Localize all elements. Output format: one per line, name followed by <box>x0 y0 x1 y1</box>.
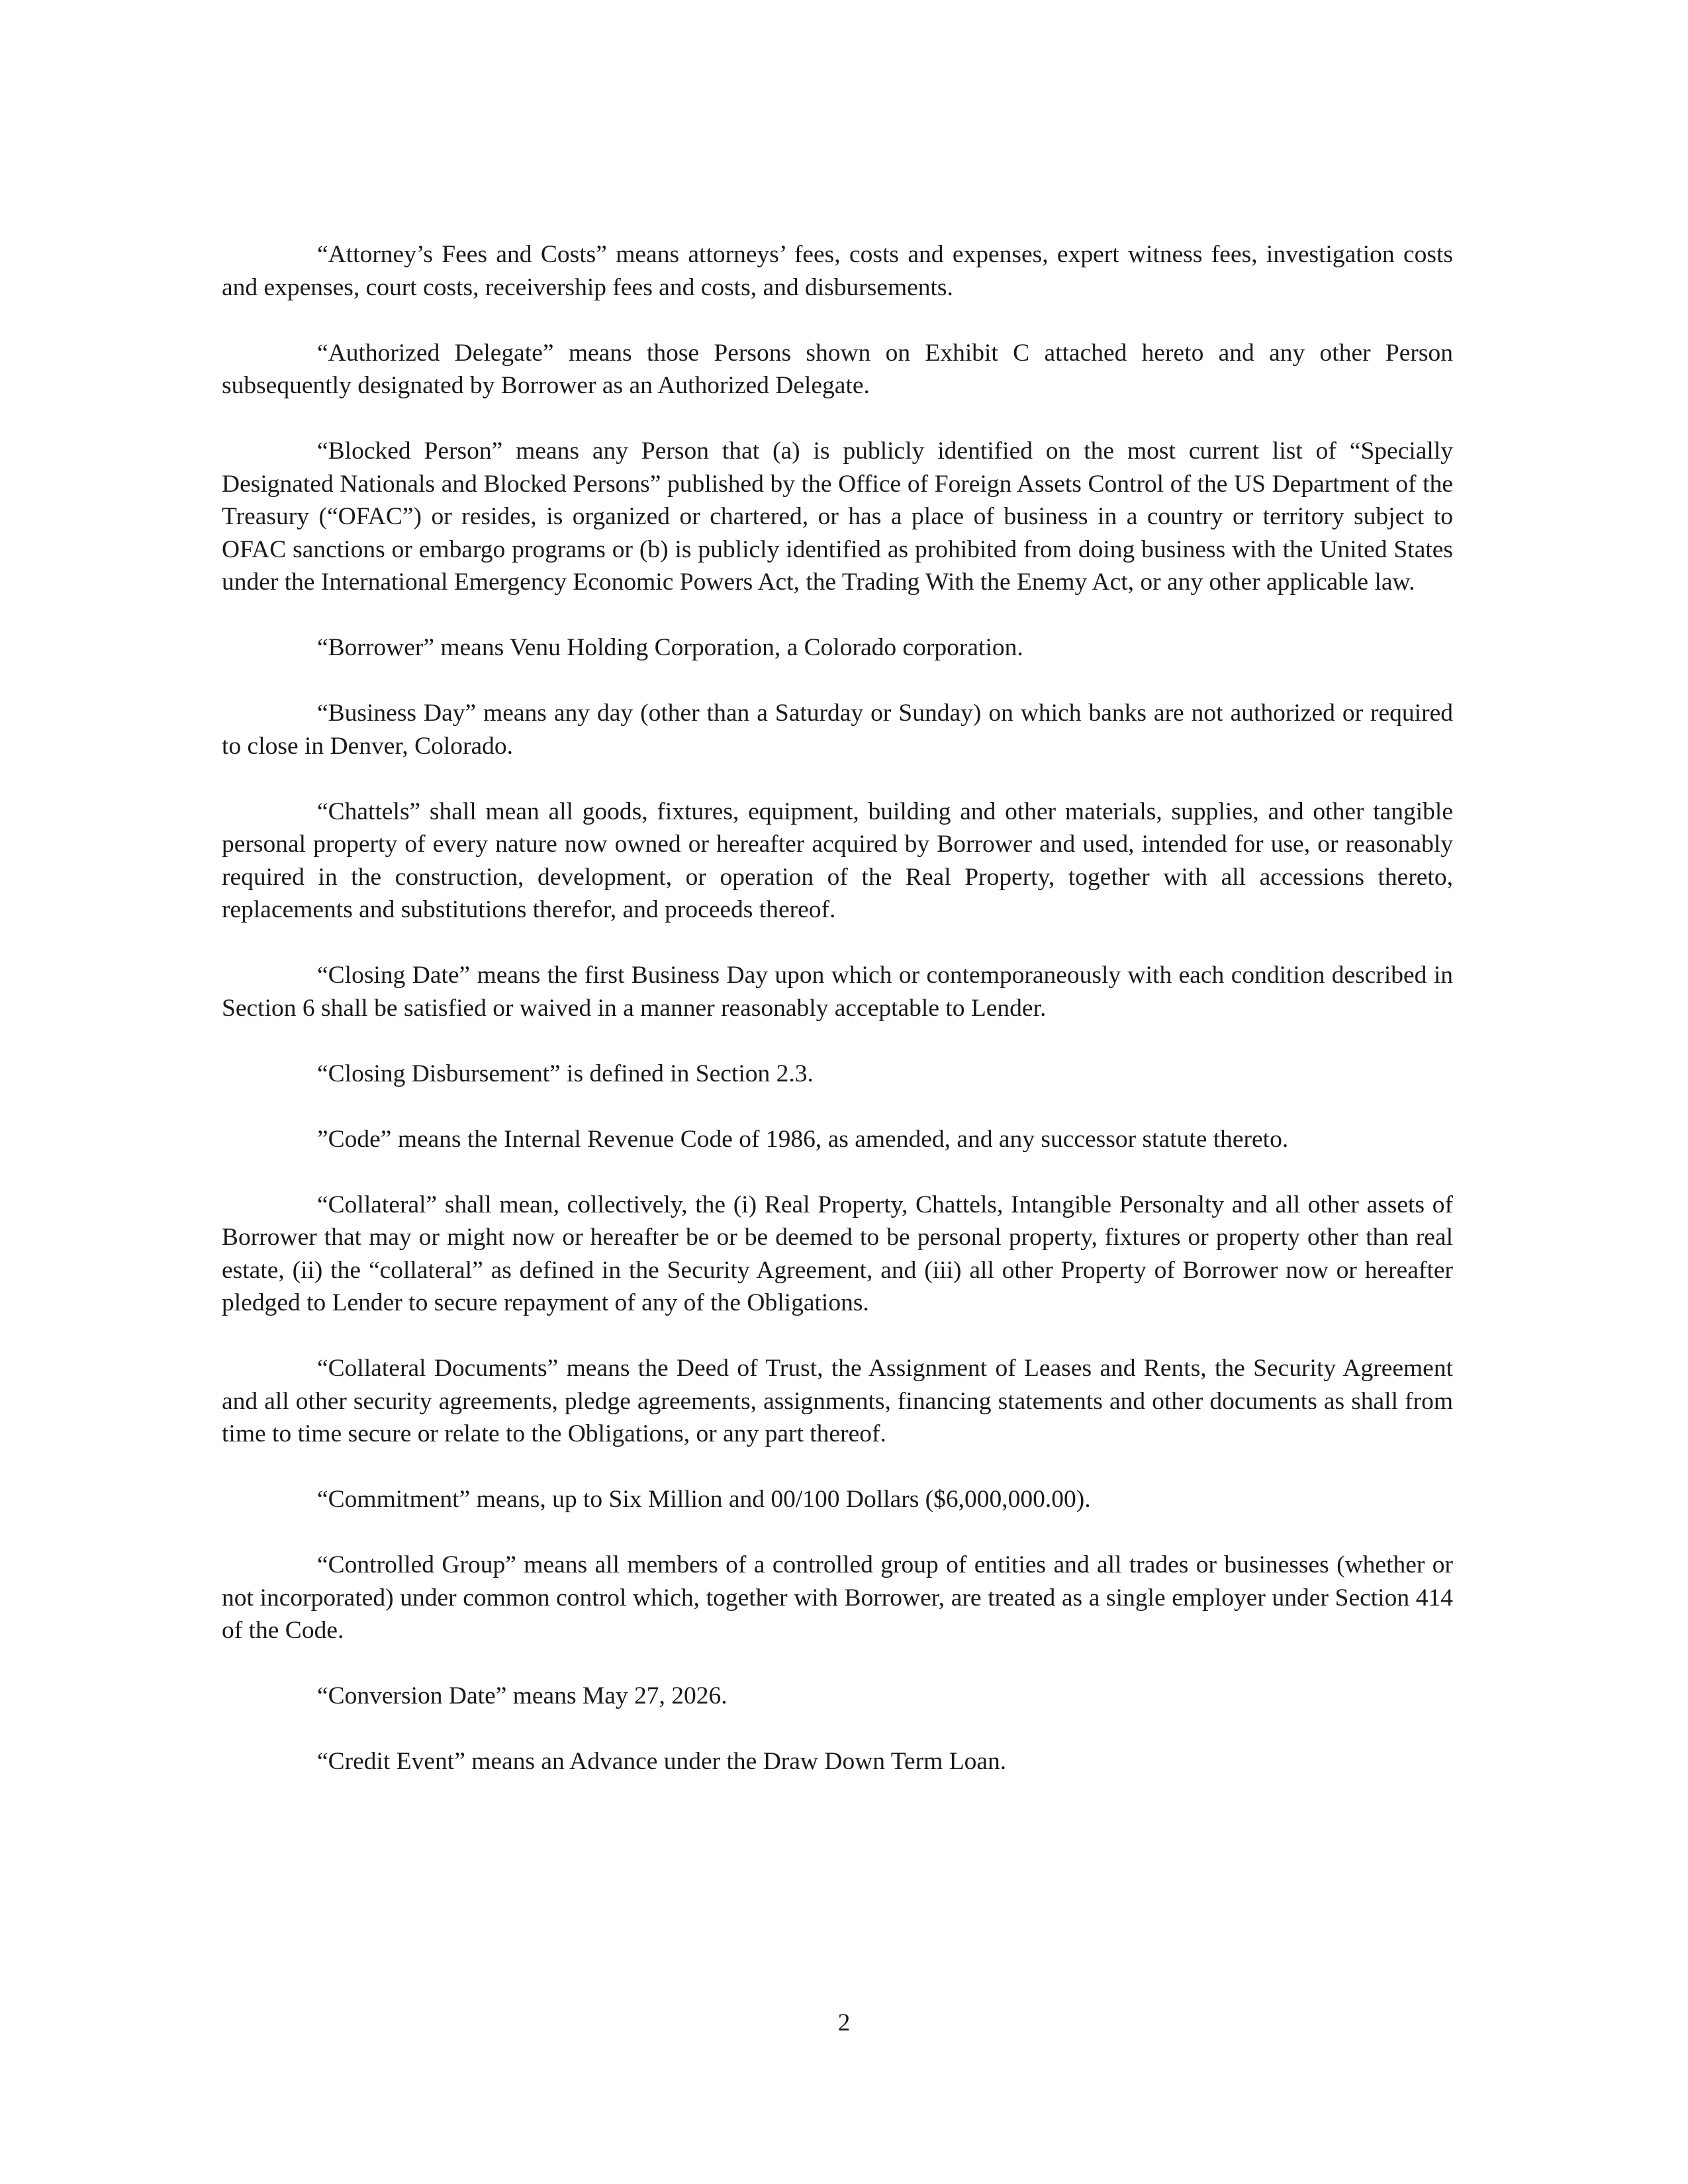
definition-blocked-person: “Blocked Person” means any Person that (a) is publicly identified on the most current list of “Specially Designated Nationals and Blocked Persons” published by the Office of Foreign Assets Control of the US Department of the Treasury (“OFAC”) or resides, is organized or chartered, or has a place of business in a country or territory subject to OFAC sanctions or embargo programs or (b) is publicly identified as prohibited from doing business with the United States under the International Emergency Economic Powers Act, the Trading With the Enemy Act, or any other applicable law. <box>222 437 1453 596</box>
definition-chattels: “Chattels” shall mean all goods, fixtures, equipment, building and other materials, supplies, and other tangible personal property of every nature now owned or hereafter acquired by Borrower and used, intended for use, or reasonably required in the construction, development, or operation of the Real Property, together with all accessions thereto, replacements and substitutions therefor, and proceeds thereof. <box>222 797 1453 923</box>
definition-closing-date: “Closing Date” means the first Business Day upon which or contemporaneously with each condition described in Section 6 shall be satisfied or waived in a manner reasonably acceptable to Lender. <box>222 962 1453 1022</box>
definition-collateral: “Collateral” shall mean, collectively, the (i) Real Property, Chattels, Intangible Personalty and all other assets of Borrower that may or might now or hereafter be or be deemed to be personal property, fixtures or property other than real estate, (ii) the “collateral” as defined in the Security Agreement, and (iii) all other Property of Borrower now or hereafter pledged to Lender to secure repayment of any of the Obligations. <box>222 1191 1453 1316</box>
definition-code: ”Code” means the Internal Revenue Code of 1986, as amended, and any successor statute thereto. <box>317 1125 1289 1153</box>
definition-business-day: “Business Day” means any day (other than a Saturday or Sunday) on which banks are not authorized or required to close in Denver, Colorado. <box>222 700 1453 760</box>
definition-authorized-delegate: “Authorized Delegate” means those Persons shown on Exhibit C attached hereto and any other Person subsequently designated by Borrower as an Authorized Delegate. <box>222 339 1453 399</box>
definition-borrower: “Borrower” means Venu Holding Corporation, a Colorado corporation. <box>317 634 1023 661</box>
definition-collateral-documents: “Collateral Documents” means the Deed of Trust, the Assignment of Leases and Rents, the Security Agreement and all other security agreements, pledge agreements, assignments, financing statements and other documents as shall from time to time secure or relate to the Obligations, or any part thereof. <box>222 1355 1453 1447</box>
definition-attorneys-fees-and-costs: “Attorney’s Fees and Costs” means attorneys’ fees, costs and expenses, expert witness fees, investigation costs and expenses, court costs, receivership fees and costs, and disbursements. <box>222 241 1453 301</box>
definition-controlled-group: “Controlled Group” means all members of a controlled group of entities and all trades or businesses (whether or not incorporated) under common control which, together with Borrower, are treated as a single employer under Section 414 of the Code. <box>222 1551 1453 1644</box>
definition-closing-disbursement: “Closing Disbursement” is defined in Section 2.3. <box>317 1060 814 1087</box>
definition-credit-event: “Credit Event” means an Advance under the Draw Down Term Loan. <box>317 1748 1007 1775</box>
definitions-body <box>222 238 1453 1778</box>
definition-commitment: “Commitment” means, up to Six Million and 00/100 Dollars ($6,000,000.00). <box>317 1486 1091 1513</box>
page-number: 2 <box>837 2009 851 2036</box>
definition-conversion-date: “Conversion Date” means May 27, 2026. <box>317 1682 727 1709</box>
